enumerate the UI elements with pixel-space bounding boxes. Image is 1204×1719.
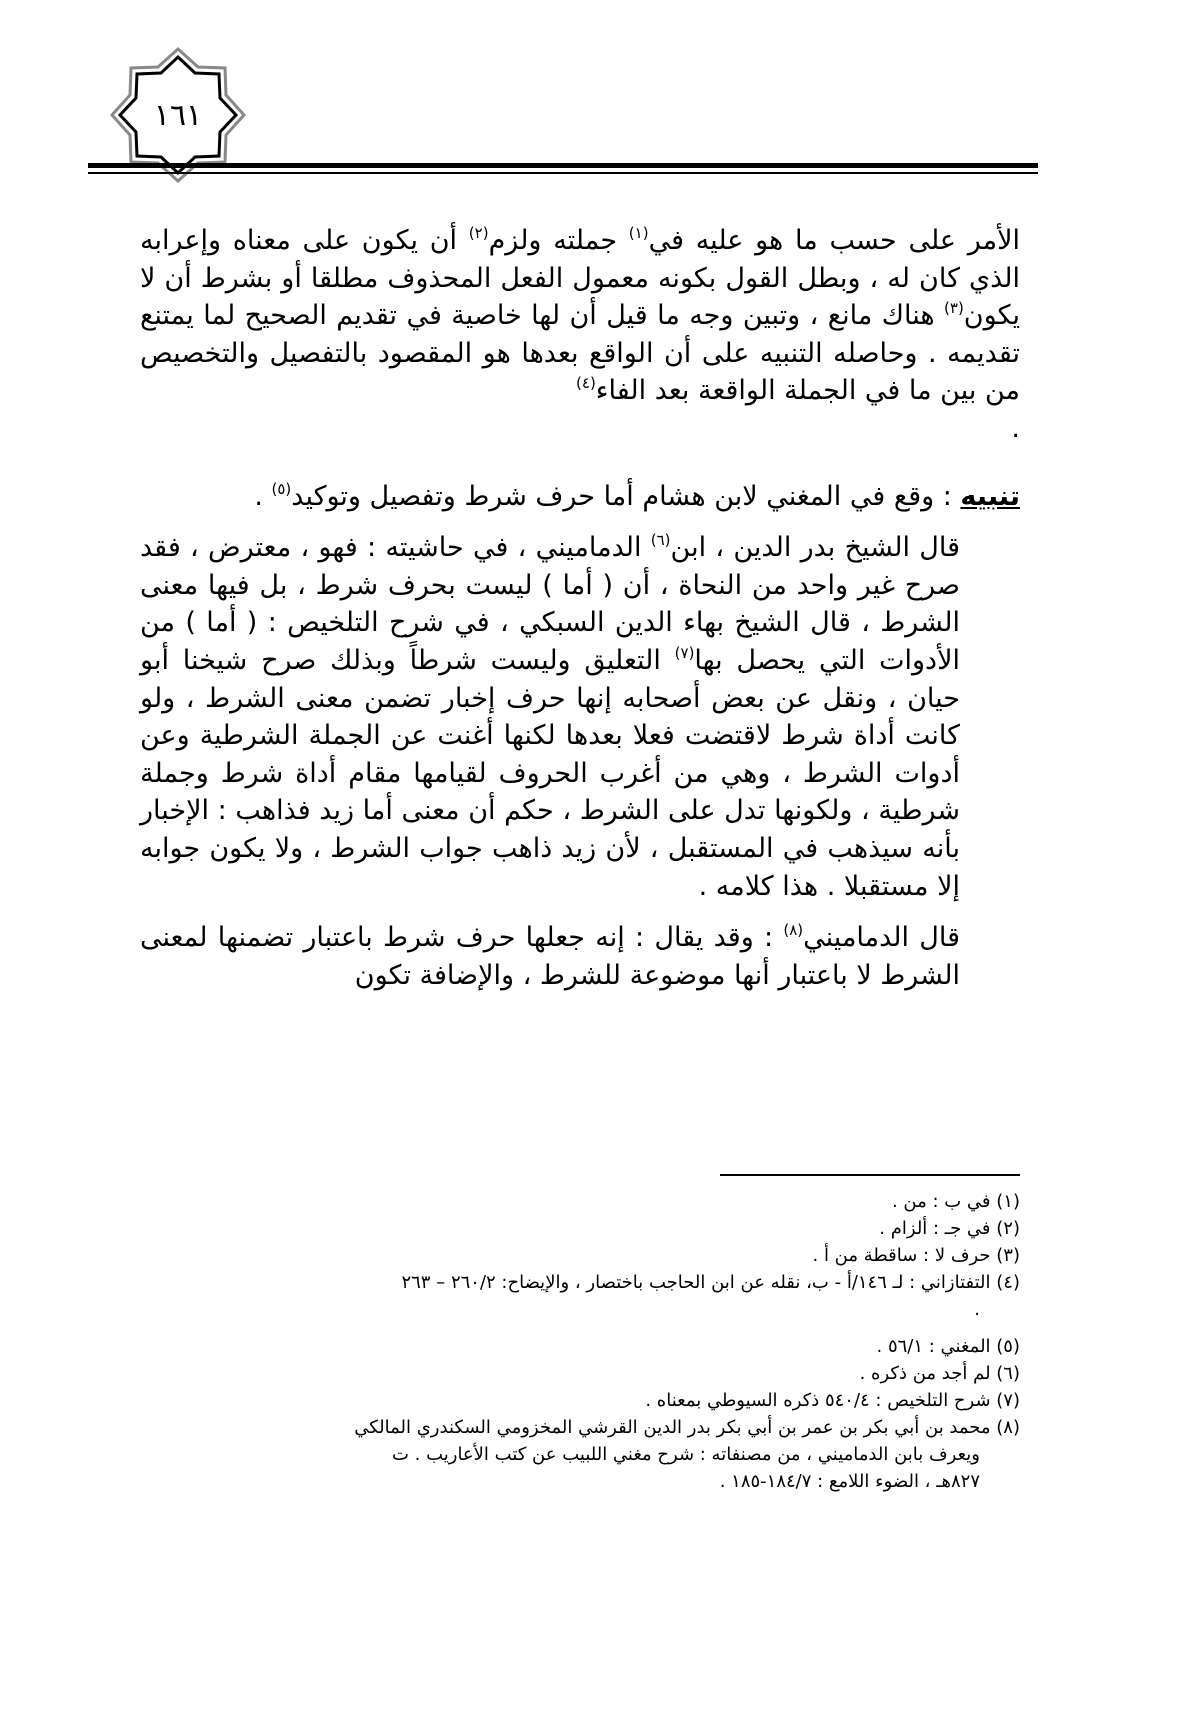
footnote-8-line-3: ٨٢٧هـ ، الضوء اللامع : ١٨٤/٧-١٨٥ . [719,1471,980,1492]
footnote-ref-5: (٥) [271,479,292,498]
footnote-ref-8: (٨) [783,921,804,940]
footnote-2: (٢) في جـ : ألزام . [879,1218,1020,1239]
footnote-ref-7: (٧) [674,643,695,662]
header-rule-thin [88,172,1038,174]
footnote-ref-2: (٢) [468,224,489,242]
footnote-8-line-2: ويعرف بابن الدماميني ، من مصنفاته : شرح مغني اللبيب عن كتب الأعاريب . ت [391,1444,980,1465]
note-heading: تنبيه [960,480,1020,512]
footnote-3: (٣) حرف لا : ساقطة من أ . [812,1245,1020,1266]
footnote-6: (٦) لم أجد من ذكره . [859,1363,1020,1384]
header-rule-thick [88,163,1038,168]
paragraph-1-tail: . [1011,412,1020,444]
footnote-ref-3: (٣) [944,299,964,318]
page-number: ١٦١ [153,97,203,133]
footnote-7: (٧) شرح التلخيص : ٥٤٠/٤ ذكره السيوطي بمعناه . [645,1390,1020,1411]
footnote-8: (٨) محمد بن أبي بكر بن عمر بن أبي بكر بدر الدين القرشي المخزومي السكندري المالكي [354,1417,1020,1438]
footnote-separator [720,1174,1020,1176]
paragraph-3: قال الشيخ بدر الدين ، ابن$^{(٦)}$ الدماميني ، في حاشيته : فهو ، معترض ، فقد صرح غير واحد من النحاة ، أن ( أما ) ليست بحرف شرط ، بل فيها معنى الشرط ، قال الشيخ بهاء الدين السبكي ، في شرح التلخيص : ( أما ) من الأدوات التي يحصل بها$^{(٧)}$ التعليق وليست شرطاً وبذلك صرح شيخنا أبو حيان ، ونقل عن بعض أصحابه إنها حرف إخبار تضمن معنى الشرط ، ولو كانت أداة شرط لاقتضت فعلا بعدها لكنها أغنت عن الجملة الشرطية وعن أدوات الشرط ، وهي من أغرب الحروف لقيامها مقام أداة شرط وجملة شرطية ، ولكونها تدل على الشرط ، حكم أن معنى أما زيد فذاهب : الإخبار بأنه سيذهب في المستقبل ، لأن زيد ذاهب جواب الشرط ، ولا يكون جوابه إلا مستقبلا . هذا كلامه . [140,531,961,902]
footnote-5: (٥) المغني : ٥٦/١ . [876,1336,1020,1357]
footnote-4-tail: . [974,1299,980,1320]
footnotes [150,1188,1020,1495]
main-text [140,222,1020,994]
footnote-ref-4: (٤) [576,374,596,393]
footnote-4: (٤) التفتازاني : لـ ١٤٦/أ - ب، نقله عن ابن الحاجب باختصار ، والإيضاح: ٢٦٠/٢ – ٢٦٣ [401,1272,1020,1293]
footnote-ref-6: (٦) [650,531,671,550]
paragraph-1: الأمر على حسب ما هو عليه في$^{(١)}$ جملته ولزم$^{(٢)}$ أن يكون على معناه وإعرابه الذي كان له ، وبطل القول بكونه معمول الفعل المحذوف مطلقا أو بشرط أن لا يكون$^{(٣)}$ هناك مانع ، وتبين وجه ما قيل أن لها خاصية في تقديم الصحيح لما يمتنع تقديمه . وحاصله التنبيه على أن الواقع بعدها هو المقصود بالتفصيل والتخصيص من بين ما في الجملة الواقعة بعد الفاء$^{(٤)}$ [140,224,1021,407]
footnote-ref-1: (١) [628,224,649,242]
paragraph-2: تنبيه : وقع في المغني لابن هشام أما حرف شرط وتفصيل وتوكيد$^{(٥)}$ . [254,479,1020,512]
paragraph-4: قال الدماميني$^{(٨)}$ : وقد يقال : إنه جعلها حرف شرط باعتبار تضمنها لمعنى الشرط لا باعتبار أنها موضوعة للشرط ، والإضافة تكون [140,921,961,991]
footnote-1: (١) في ب : من . [891,1191,1020,1212]
